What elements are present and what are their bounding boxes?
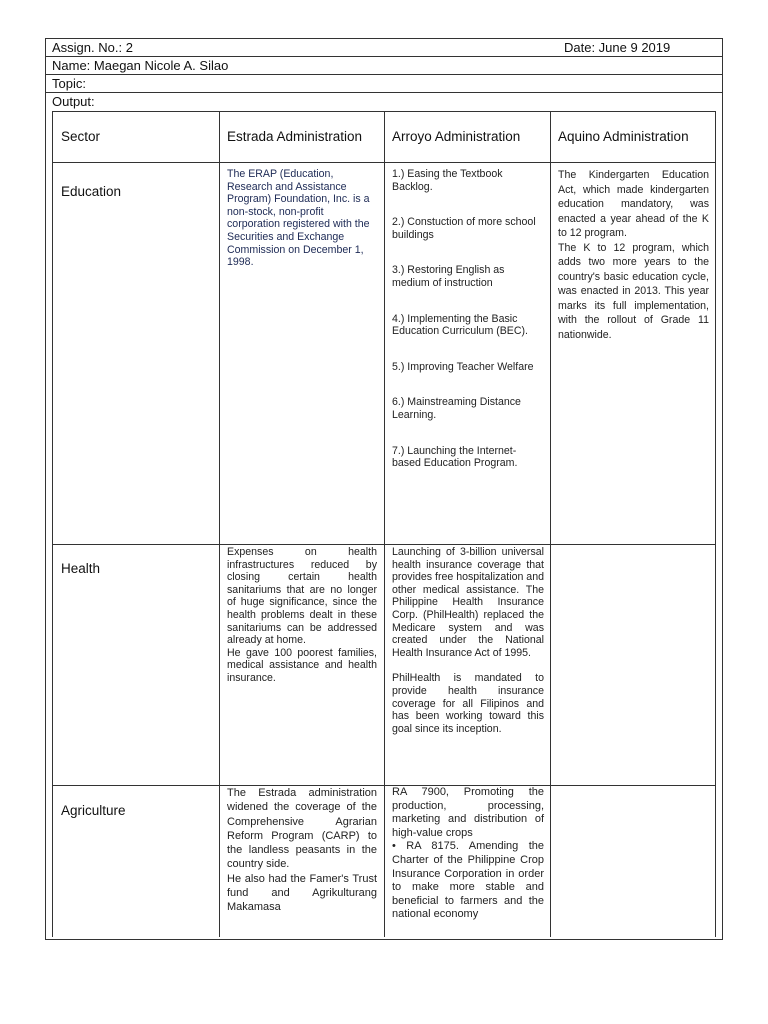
topic-row [46,75,722,93]
education-aquino-cell [558,168,709,342]
list-item: 6.) Mainstreaming Distance Learning. [392,396,521,421]
name-row [46,57,722,75]
topic-label: Topic: [52,76,86,91]
list-item: 1.) Easing the Textbook Backlog. [392,168,503,193]
row-divider [53,544,715,545]
column-divider [219,112,220,937]
cell-paragraph: Expenses on health infrastructures reduced by closing certain health sanitariums that are no longer of huge significance, since the health problems dealt in these sanitariums can be addressed already at home. [227,546,377,647]
education-estrada-cell [227,168,373,269]
cell-paragraph: The K to 12 program, which adds two more years to the country's basic education cycle, was enacted in 2013. This year marks its full implementation, with the rollout of Grade 11 nationwide. [558,241,709,341]
health-arroyo-cell [392,546,544,735]
row-header-education: Education [61,184,122,199]
row-header-agriculture: Agriculture [61,803,126,818]
column-header-sector: Sector [61,129,101,144]
assignment-sheet [45,38,723,940]
cell-paragraph: PhilHealth is mandated to provide health insurance coverage for all Filipinos and has been working toward this goal since its inception. [392,672,544,735]
column-header-arroyo: Arroyo Administration [392,129,521,144]
cell-paragraph: Launching of 3-billion universal health insurance coverage that provides free hospitalization and other medical assistance. The Philippine Health Insurance Corp. (PhilHealth) replaced the Medicare system and was created under the National Health Insurance Act of 1995. [392,546,544,659]
student-name: Name: Maegan Nicole A. Silao [52,58,229,73]
agriculture-arroyo-cell [392,786,544,922]
list-item: 7.) Launching the Internet-based Education Program. [392,444,518,470]
assignment-number: Assign. No.: 2 [52,40,133,55]
agriculture-estrada-cell [227,786,377,915]
column-divider [384,112,385,937]
health-estrada-cell [227,546,377,685]
cell-paragraph: RA 7900, Promoting the production, processing, marketing and distribution of high-value crops [392,786,544,839]
education-arroyo-cell [392,168,542,493]
cell-paragraph: He also had the Famer's Trust fund and Agrikulturang Makamasa [227,872,377,914]
comparison-table [52,111,716,937]
assignment-date: Date: June 9 2019 [564,40,671,55]
row-divider [53,162,715,163]
cell-paragraph: The Estrada administration widened the coverage of the Comprehensive Agrarian Reform Program (CARP) to the landless peasants in the country side. [227,787,377,871]
list-item: 5.) Improving Teacher Welfare [392,360,534,373]
cell-paragraph: The ERAP (Education, Research and Assistance Program) Foundation, Inc. is a non-stock, non-profit corporation registered with the Securities and Exchange Commission on December 1, 1998. [227,168,370,269]
row-header-health: Health [61,561,101,576]
list-item: 2.) Constuction of more school buildings [392,216,536,241]
output-row [46,93,722,111]
cell-paragraph: He gave 100 poorest families, medical assistance and health insurance. [227,646,377,684]
cell-paragraph: The Kindergarten Education Act, which made kindergarten education mandatory, was enacted a year ahead of the K to 12 program. [558,169,709,239]
output-label: Output: [52,94,95,109]
list-item: 3.) Restoring English as medium of instruction [392,264,505,289]
cell-paragraph: • RA 8175. Amending the Charter of the Philippine Crop Insurance Corporation in order to make more stable and beneficial to farmers and the national economy [392,840,544,921]
row-divider [53,785,715,786]
column-header-aquino: Aquino Administration [558,129,689,144]
column-divider [550,112,551,937]
list-item: 4.) Implementing the Basic Education Curriculum (BEC). [392,312,528,338]
assignment-row [46,39,722,57]
column-header-estrada: Estrada Administration [227,129,363,144]
